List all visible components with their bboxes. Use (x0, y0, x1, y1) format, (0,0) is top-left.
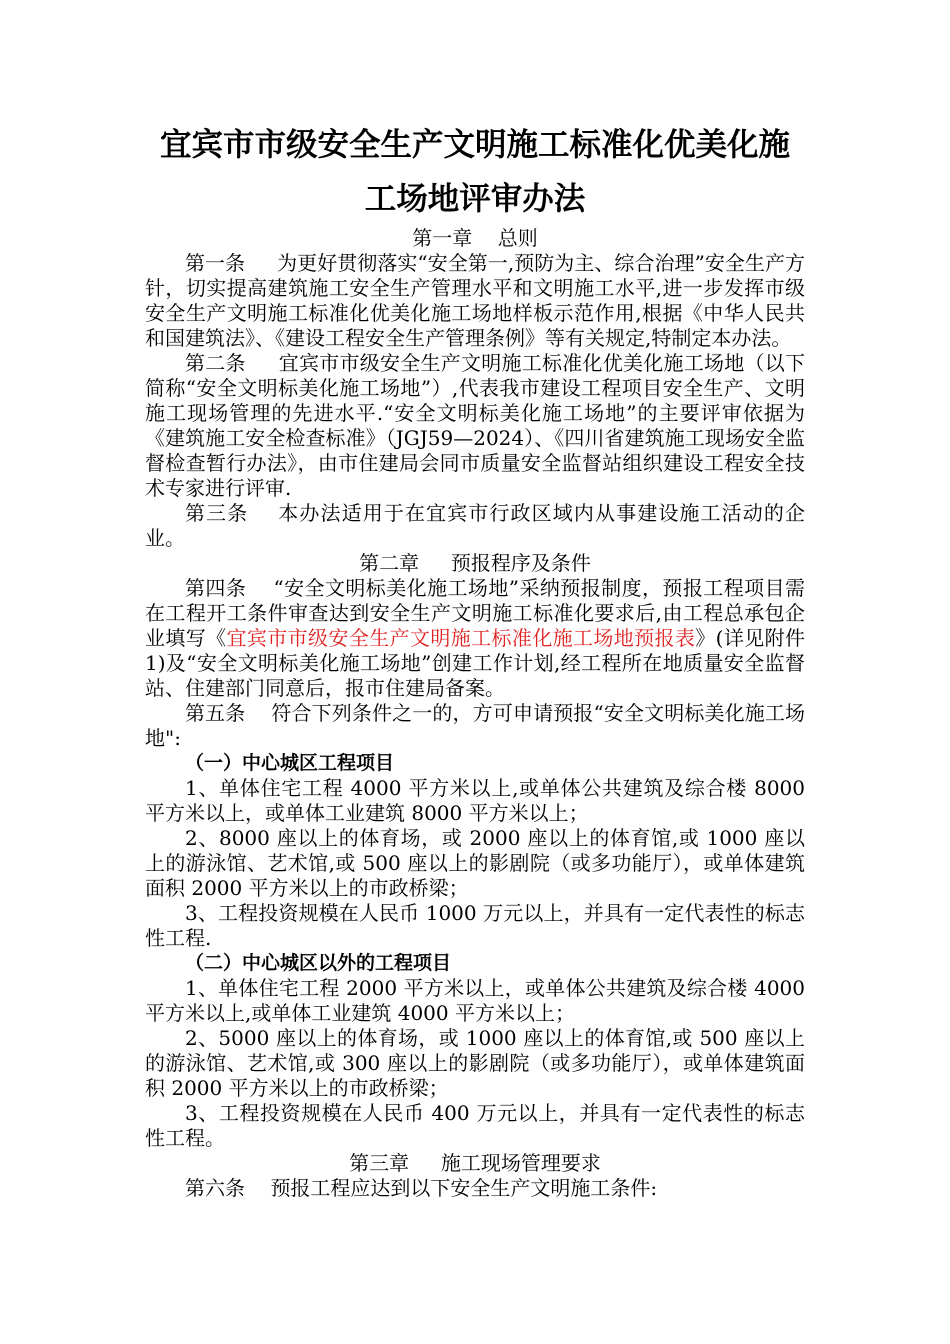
section-2-heading: （二）中心城区以外的工程项目 (185, 952, 452, 974)
article-3 (145, 501, 805, 551)
article-6-text: 预报工程应达到以下安全生产文明施工条件: (270, 1176, 658, 1200)
chapter-1-heading: 第一章 总则 (412, 226, 538, 250)
form-name-link: 宜宾市市级安全生产文明施工标准化施工场地预报表 (226, 626, 696, 650)
article-1-label: 第一条 (185, 251, 246, 275)
article-3-label: 第三条 (185, 501, 249, 525)
article-4 (145, 576, 805, 701)
document-page (145, 118, 805, 1201)
article-2-text: 宜宾市市级安全生产文明施工标准化优美化施工场地（以下简称“安全文明标美化施工场地”）,代表我市建设工程项目安全生产、文明施工现场管理的先进水平.“安全文明标美化施工场地”的主要评审依据为《建筑施工安全检查标准》（JGJ59—2024）、《四川省建筑施工现场安全监督检查暂行办法》，由市住建局会同市质量安全监督站组织建设工程安全技术专家进行评审. (145, 351, 805, 500)
article-6 (145, 1176, 805, 1201)
article-5-label: 第五条 (185, 701, 246, 725)
article-4-text-before: “安全文明标美化施工场地”采纳预报制度，预报工程项目需在工程开工条件审查达到安全生产文明施工标准化要求后,由工程总承包企业填写《 (145, 576, 806, 650)
section-1-heading: （一）中心城区工程项目 (185, 752, 395, 774)
article-5 (145, 701, 805, 751)
section-1-item: 3、工程投资规模在人民币 1000 万元以上，并具有一定代表性的标志性工程. (145, 901, 805, 950)
article-1 (145, 251, 805, 351)
document-title: 宜宾市市级安全生产文明施工标准化优美化施工场地评审办法 (159, 127, 790, 217)
chapter-2-heading: 第二章 预报程序及条件 (359, 551, 591, 575)
article-3-text: 本办法适用于在宜宾市行政区域内从事建设施工活动的企业。 (145, 501, 806, 550)
article-4-label: 第四条 (185, 576, 247, 600)
article-1-text: 为更好贯彻落实“安全第一,预防为主、综合治理”安全生产方针，切实提高建筑施工安全生产管理水平和文明施工水平,进一步发挥市级安全生产文明施工标准化优美化施工场地样板示范作用,根据《中华人民共和国建筑法》、《建设工程安全生产管理条例》等有关规定,特制定本办法。 (145, 251, 806, 350)
section-2-item: 3、工程投资规模在人民币 400 万元以上，并具有一定代表性的标志性工程。 (145, 1101, 805, 1150)
article-2 (145, 351, 805, 501)
section-2-item: 1、单体住宅工程 2000 平方米以上，或单体公共建筑及综合楼 4000 平方米以上,或单体工业建筑 4000 平方米以上； (145, 976, 805, 1025)
section-2-item: 2、5000 座以上的体育场，或 1000 座以上的体育馆,或 500 座以上的游泳馆、艺术馆,或 300 座以上的影剧院（或多功能厅），或单体建筑面积 2000 平方米以上的市政桥梁； (145, 1026, 805, 1100)
article-6-label: 第六条 (185, 1176, 245, 1200)
chapter-3-heading: 第三章 施工现场管理要求 (349, 1151, 601, 1175)
section-1-item: 2、8000 座以上的体育场，或 2000 座以上的体育馆,或 1000 座以上的游泳馆、艺术馆,或 500 座以上的影剧院（或多功能厅），或单体建筑面积 2000 平方米以上的市政桥梁； (145, 826, 805, 900)
article-5-text: 符合下列条件之一的，方可申请预报“安全文明标美化施工场地": (145, 701, 806, 750)
section-1-item: 1、单体住宅工程 4000 平方米以上,或单体公共建筑及综合楼 8000 平方米以上，或单体工业建筑 8000 平方米以上； (145, 776, 805, 825)
article-2-label: 第二条 (185, 351, 246, 375)
article-4-text-after: 》(详见附件 1)及“安全文明标美化施工场地”创建工作计划,经工程所在地质量安全监督站、住建部门同意后，报市住建局备案。 (145, 626, 806, 700)
